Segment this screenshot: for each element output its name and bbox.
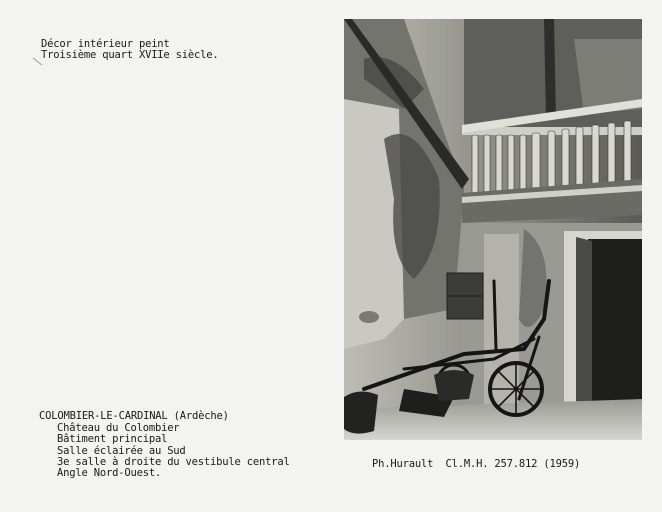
caption-place: COLOMBIER-LE-CARDINAL (Ardèche): [39, 410, 229, 422]
photo-credit: Ph.Hurault Cl.M.H. 257.812 (1959): [372, 458, 581, 470]
caption-location: 3e salle à droite du vestibule central: [57, 456, 290, 468]
caption-wing: Bâtiment principal: [57, 433, 168, 445]
description-line-2: Troisième quart XVIIe siècle.: [41, 49, 219, 61]
caption-building: Château du Colombier: [57, 422, 180, 434]
archival-photograph: [344, 19, 642, 440]
caption-view: Angle Nord-Ouest.: [57, 467, 162, 479]
description-line-1: Décor intérieur peint: [41, 38, 170, 50]
caption-room: Salle éclairée au Sud: [57, 445, 186, 457]
pencil-mark-icon: [32, 53, 48, 65]
